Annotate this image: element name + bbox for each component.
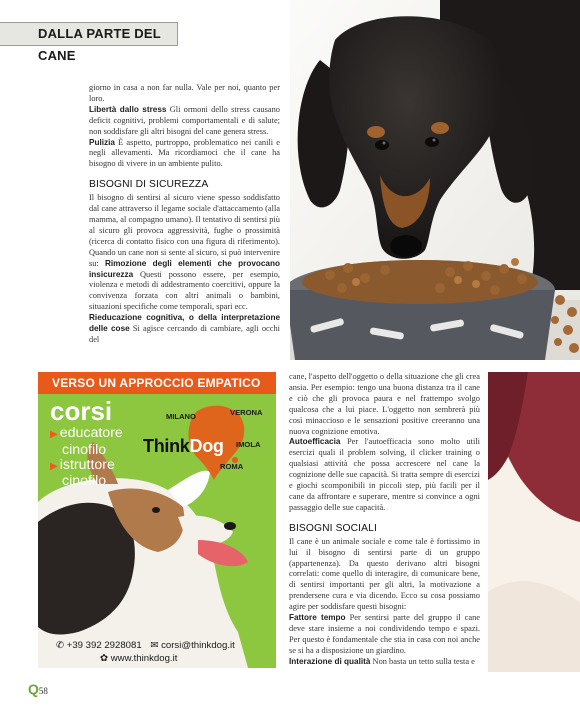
phone-icon: ✆ <box>56 640 65 651</box>
paragraph: Il cane è un animale sociale e come tale è fortissimo in lui il bisogno di sentirsi parte di un gruppo (appartenenza). Da questo derivano altri bisogni correlati: come quello di interagire, di comunicare bene, di sentirsi importanti per gli altri, la motivazione a prendersene cura e via dicendo. Ecco su cosa possiamo agire per soddisfare questi bisogni: <box>289 536 480 612</box>
list-item-continuation: cinofilo <box>62 441 107 458</box>
ad-phone[interactable]: +39 392 2928081 <box>66 640 142 651</box>
page-number: 58 <box>38 686 48 696</box>
paragraph: giorno in casa a non far nulla. Vale per noi, quanto per loro. <box>89 83 280 103</box>
city-milano: MILANO <box>166 412 196 421</box>
list-item: ▶ istruttore <box>50 456 115 473</box>
section-header: DALLA PARTE DEL CANE <box>0 22 178 46</box>
list-item: ▶ educatore <box>50 425 123 441</box>
paragraph: Libertà dallo stress Gli ormoni dello stress causano deficit cognitivi, problemi comportamentali e di salute; non soddisfare gli altri bisogni del cane genera stress. <box>89 104 280 136</box>
web-icon: ✿ <box>100 653 109 664</box>
mail-icon: ✉ <box>150 640 159 651</box>
ad-course-list <box>50 426 123 489</box>
ad-website[interactable]: www.thinkdog.it <box>110 653 178 664</box>
city-roma: ROMA <box>220 462 244 471</box>
subheading-sicurezza: BISOGNI DI SICUREZZA <box>89 179 209 191</box>
thinkdog-logo: ThinkDog <box>143 436 224 456</box>
paragraph: Pulizia È aspetto, purtroppo, problematico nei canili e negli allevamenti. Ma ricordiamoci che il cane ha bisogno di vivere in un ambiente pulito. <box>89 137 280 169</box>
paragraph: Autoefficacia Per l'autoefficacia sono molto utili esercizi quali il problem solving, il clicker training o qualsiasi attività che possa accrescere nel cane la cognizione delle sue capacità. Si tratta sempre di esercizi e giochi scomponibili in piccoli step, più facili per il cane da affrontare e superare, mentre si convince a ogni passaggio delle sue capacità. <box>289 437 480 512</box>
ad-corsi-title: corsi <box>50 396 113 426</box>
ad-email[interactable]: corsi@thinkdog.it <box>161 640 235 651</box>
list-item-continuation: cinofilo <box>62 473 107 490</box>
article-column-left <box>89 83 280 346</box>
city-imola: IMOLA <box>236 440 261 449</box>
city-verona: VERONA <box>230 408 263 417</box>
article-column-right <box>289 372 480 668</box>
subheading-sociali: BISOGNI SOCIALI <box>289 522 377 534</box>
paragraph: Interazione di qualità Non basta un tetto sulla testa e <box>289 656 475 666</box>
ad-contact-line <box>56 640 235 651</box>
ad-banner: VERSO UN APPROCCIO EMPATICO <box>38 372 276 394</box>
thinkdog-advertisement[interactable] <box>38 372 276 668</box>
side-photo <box>488 372 580 672</box>
triangle-bullet-icon: ▶ <box>50 460 58 472</box>
paragraph: Rieducazione cognitiva, o della interpretazione delle cose Si agisce cercando di cambiare, agli occhi del <box>89 313 280 344</box>
paragraph: Il bisogno di sentirsi al sicuro viene spesso soddisfatto dal cane attraverso il legame sociale d'attaccamento (alla mamma, al compagno umano). Il tentativo di sentirsi più al sicuro gli provoca aggressività, fughe o prossimità (ricerca di contatto fisico con una figura di riferimento). Quando un cane non si sente al sicuro, si può intervenire su: Rimozione degli elementi che provocano insicurezza Questi possono essere, per esempio, violenza e metodi di addestramento coercitivi, oppure la convivenza forzata con altri animali o bambini, situazioni specifiche come temporali, spari ecc. <box>89 193 280 312</box>
triangle-bullet-icon: ▶ <box>50 429 58 440</box>
ad-website-line <box>100 653 177 664</box>
paragraph: Fattore tempo Per sentirsi parte del gruppo il cane deve stare insieme a noi condividendo tempo e spazi. Per questo è fondamentale che stia in casa con noi anche se si ha a disposizione un giardino. <box>289 613 481 655</box>
magazine-logo: Q <box>28 681 39 697</box>
page-folio <box>28 681 48 697</box>
hero-photo-dog-eating <box>290 0 580 360</box>
paragraph: cane, l'aspetto dell'oggetto o della situazione che gli crea ansia. Per esempio: tengo una buona distanza tra il cane e ciò che gli provoca paura e nel frattempo svolgo qualcosa che a lui piace. L'oggetto non sembrerà più così minaccioso e le sensazioni positive creeranno una nuova cognizione emotiva. <box>289 372 480 436</box>
